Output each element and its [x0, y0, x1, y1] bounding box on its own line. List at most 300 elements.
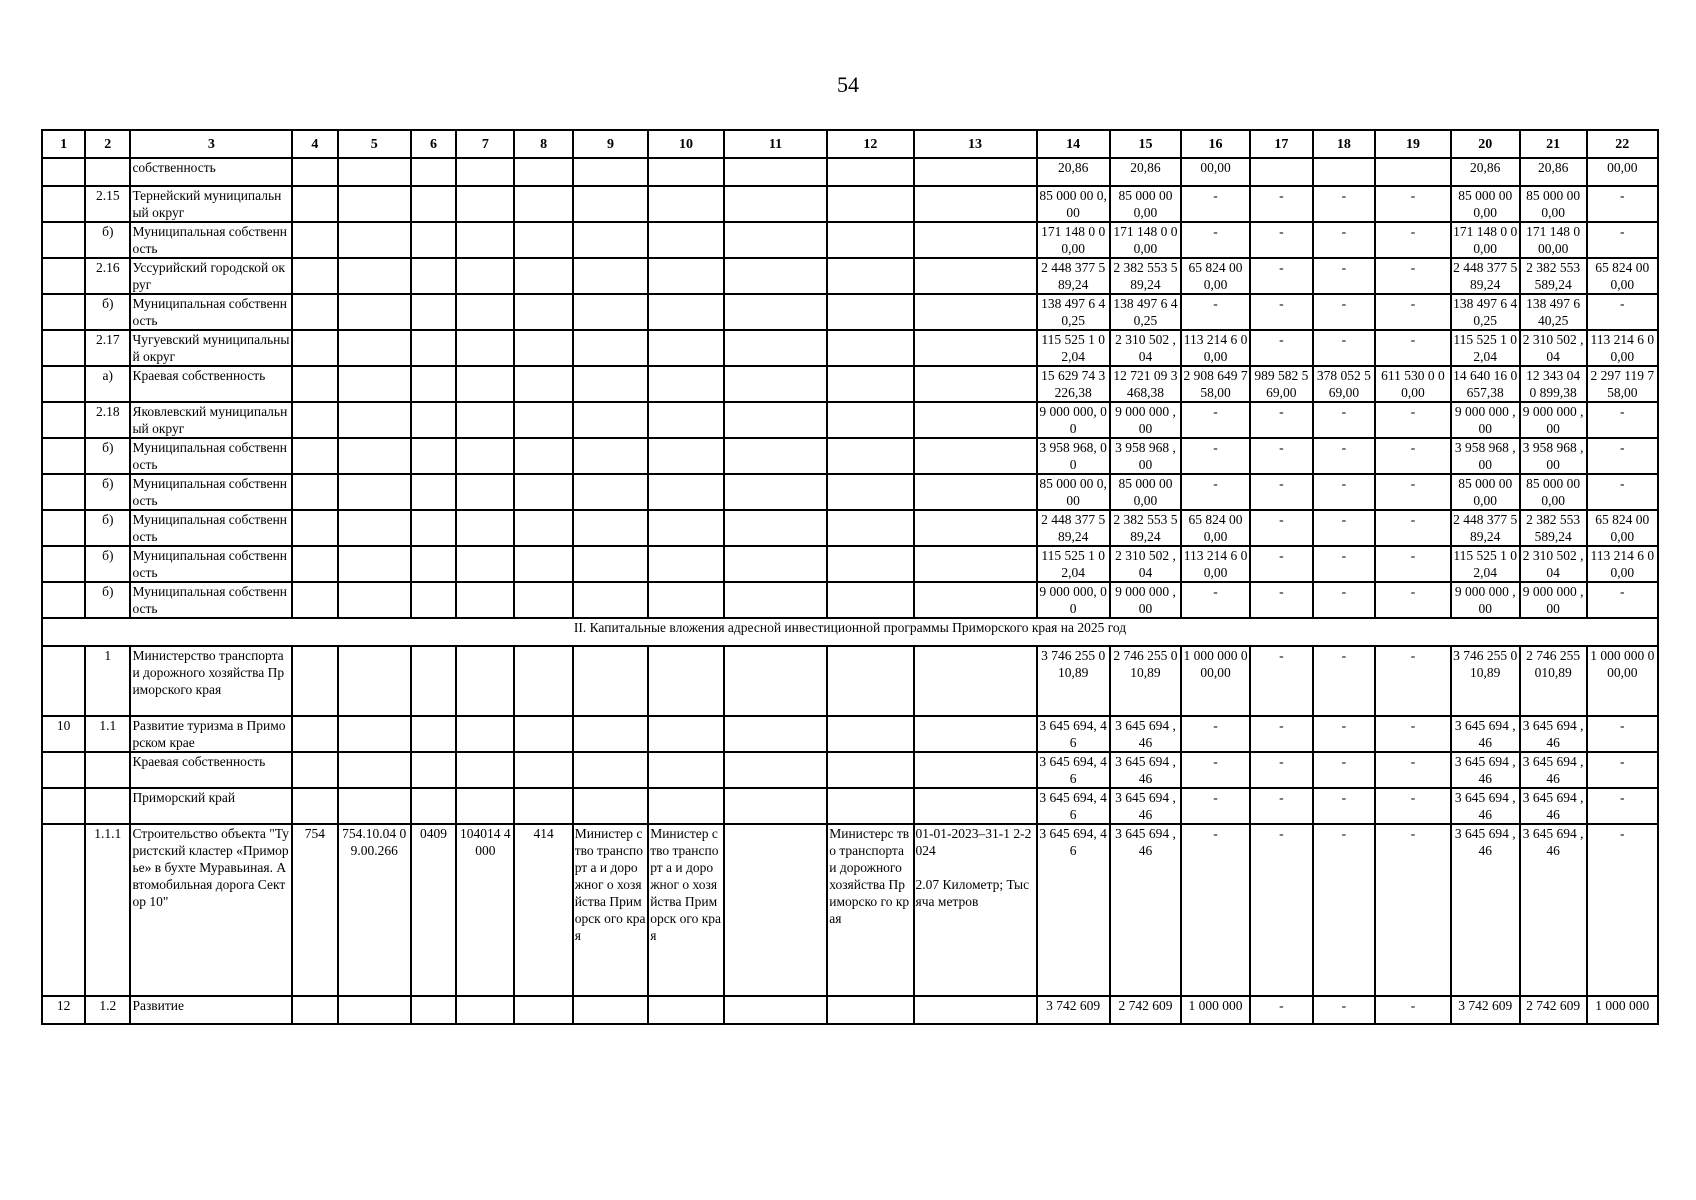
- table-cell: [411, 582, 456, 618]
- table-row: [42, 402, 1658, 438]
- table-cell: [914, 438, 1037, 474]
- table-cell: -: [1375, 582, 1451, 618]
- table-cell: 3 645 694 ,46: [1110, 752, 1181, 788]
- section-title: II. Капитальные вложения адресной инвестиционной программы Приморского края на 2025 год: [42, 618, 1658, 646]
- table-cell: -: [1250, 824, 1313, 996]
- table-cell: [648, 402, 724, 438]
- table-cell: [914, 330, 1037, 366]
- table-cell: -: [1587, 294, 1658, 330]
- table-cell: -: [1313, 824, 1376, 996]
- table-cell: 85 000 00 0,00: [1037, 474, 1110, 510]
- table-cell: [456, 366, 514, 402]
- table-cell: [514, 258, 572, 294]
- table-cell: [648, 646, 724, 716]
- table-cell: [914, 294, 1037, 330]
- table-cell: [514, 222, 572, 258]
- table-cell: [292, 752, 337, 788]
- table-cell: -: [1313, 996, 1376, 1024]
- table-cell: Муниципальная собственность: [130, 582, 292, 618]
- table-cell: [42, 402, 85, 438]
- table-cell: [456, 716, 514, 752]
- table-cell: [338, 510, 411, 546]
- table-cell: [827, 186, 913, 222]
- table-cell: 65 824 00 0,00: [1587, 258, 1658, 294]
- table-cell: [914, 258, 1037, 294]
- table-cell: 1 000 000 000,00: [1587, 646, 1658, 716]
- table-cell: Министерство транспорта и дорожного хозяйства Приморского края: [130, 646, 292, 716]
- table-cell: 3 746 255 010,89: [1037, 646, 1110, 716]
- table-cell: [724, 582, 828, 618]
- table-cell: 3 958 968 ,00: [1520, 438, 1587, 474]
- table-cell: -: [1313, 510, 1376, 546]
- table-cell: [724, 186, 828, 222]
- table-cell: [724, 366, 828, 402]
- table-cell: 2.17: [85, 330, 130, 366]
- table-cell: [456, 474, 514, 510]
- table-cell: -: [1587, 788, 1658, 824]
- table-cell: [514, 752, 572, 788]
- table-cell: 2 310 502 ,04: [1110, 330, 1181, 366]
- table-row: [42, 222, 1658, 258]
- table-cell: 17: [1250, 130, 1313, 158]
- table-cell: [1313, 158, 1376, 186]
- table-row: [42, 330, 1658, 366]
- table-cell: 65 824 00 0,00: [1181, 510, 1250, 546]
- table-cell: 00,00: [1587, 158, 1658, 186]
- table-cell: [573, 474, 649, 510]
- header-row: [42, 130, 1658, 158]
- table-cell: -: [1313, 788, 1376, 824]
- table-cell: [914, 474, 1037, 510]
- table-cell: [514, 474, 572, 510]
- table-cell: 171 148 0 00,00: [1110, 222, 1181, 258]
- table-cell: [456, 788, 514, 824]
- table-row: [42, 158, 1658, 186]
- table-cell: [573, 996, 649, 1024]
- table-cell: 3 958 968 ,00: [1110, 438, 1181, 474]
- table-cell: 85 000 00 0,00: [1451, 474, 1520, 510]
- table-cell: -: [1250, 330, 1313, 366]
- table-cell: 12: [42, 996, 85, 1024]
- table-cell: [573, 716, 649, 752]
- table-cell: -: [1313, 294, 1376, 330]
- table-cell: [573, 788, 649, 824]
- table-cell: 138 497 6 40,25: [1520, 294, 1587, 330]
- table-cell: [648, 788, 724, 824]
- table-cell: 65 824 00 0,00: [1181, 258, 1250, 294]
- table-cell: 20: [1451, 130, 1520, 158]
- table-cell: 3 645 694 ,46: [1110, 824, 1181, 996]
- table-cell: -: [1181, 474, 1250, 510]
- table-cell: [85, 158, 130, 186]
- table-cell: [292, 716, 337, 752]
- table-cell: б): [85, 222, 130, 258]
- table-cell: 2: [85, 130, 130, 158]
- table-cell: 2 742 609: [1110, 996, 1181, 1024]
- table-cell: 171 148 0 00,00: [1451, 222, 1520, 258]
- table-cell: [42, 222, 85, 258]
- table-cell: 85 000 00 0,00: [1110, 474, 1181, 510]
- table-cell: 3 645 694 ,46: [1520, 788, 1587, 824]
- table-cell: -: [1181, 438, 1250, 474]
- table-row: [42, 546, 1658, 582]
- table-cell: -: [1313, 438, 1376, 474]
- table-cell: [914, 510, 1037, 546]
- table-cell: [456, 546, 514, 582]
- table-cell: [914, 366, 1037, 402]
- table-cell: 2 448 377 589,24: [1037, 510, 1110, 546]
- table-cell: 2 382 553 589,24: [1110, 510, 1181, 546]
- table-cell: [514, 716, 572, 752]
- table-cell: [914, 996, 1037, 1024]
- table-cell: -: [1587, 824, 1658, 996]
- table-cell: 10: [42, 716, 85, 752]
- table-cell: [456, 438, 514, 474]
- table-cell: [292, 546, 337, 582]
- table-cell: [42, 330, 85, 366]
- table-cell: [648, 366, 724, 402]
- table-cell: [411, 788, 456, 824]
- table-cell: [514, 546, 572, 582]
- table-cell: [411, 546, 456, 582]
- table-cell: [573, 510, 649, 546]
- table-cell: 989 582 569,00: [1250, 366, 1313, 402]
- table-cell: [338, 716, 411, 752]
- table-cell: [42, 582, 85, 618]
- table-cell: [42, 294, 85, 330]
- table-cell: [411, 330, 456, 366]
- table-cell: 3 645 694 ,46: [1451, 752, 1520, 788]
- table-cell: 104014 4000: [456, 824, 514, 996]
- table-cell: 5: [338, 130, 411, 158]
- table-cell: 2 742 609: [1520, 996, 1587, 1024]
- table-cell: 85 000 00 0,00: [1037, 186, 1110, 222]
- table-cell: 7: [456, 130, 514, 158]
- table-cell: 2 746 255 010,89: [1520, 646, 1587, 716]
- table-cell: -: [1587, 474, 1658, 510]
- table-cell: [456, 582, 514, 618]
- table-cell: [648, 222, 724, 258]
- table-cell: [456, 186, 514, 222]
- table-cell: 113 214 6 00,00: [1181, 330, 1250, 366]
- table-cell: [1375, 158, 1451, 186]
- table-cell: -: [1313, 186, 1376, 222]
- table-cell: б): [85, 510, 130, 546]
- table-cell: [573, 294, 649, 330]
- table-cell: -: [1375, 546, 1451, 582]
- table-cell: 611 530 0 00,00: [1375, 366, 1451, 402]
- table-cell: [724, 510, 828, 546]
- table-cell: [514, 996, 572, 1024]
- table-cell: 2 448 377 589,24: [1451, 258, 1520, 294]
- table-cell: [827, 716, 913, 752]
- table-cell: [827, 996, 913, 1024]
- table-cell: Тернейский муниципальный округ: [130, 186, 292, 222]
- table-cell: [514, 788, 572, 824]
- table-cell: [724, 402, 828, 438]
- table-cell: [85, 788, 130, 824]
- table-cell: 3 958 968, 00: [1037, 438, 1110, 474]
- table-cell: [724, 294, 828, 330]
- table-cell: [827, 330, 913, 366]
- table-cell: б): [85, 294, 130, 330]
- table-cell: [573, 366, 649, 402]
- table-cell: 9 000 000 ,00: [1110, 402, 1181, 438]
- table-cell: -: [1313, 474, 1376, 510]
- table-cell: [827, 438, 913, 474]
- table-cell: Муниципальная собственность: [130, 474, 292, 510]
- table-cell: -: [1250, 402, 1313, 438]
- table-cell: [914, 546, 1037, 582]
- table-cell: [292, 294, 337, 330]
- table-cell: [338, 546, 411, 582]
- table-row: [42, 510, 1658, 546]
- table-cell: -: [1250, 222, 1313, 258]
- table-cell: [724, 716, 828, 752]
- table-cell: [724, 438, 828, 474]
- table-cell: [411, 510, 456, 546]
- table-cell: [914, 752, 1037, 788]
- table-cell: 3 645 694, 46: [1037, 716, 1110, 752]
- table-cell: -: [1313, 716, 1376, 752]
- table-cell: 138 497 6 40,25: [1037, 294, 1110, 330]
- table-cell: [411, 402, 456, 438]
- table-cell: -: [1313, 222, 1376, 258]
- table-cell: -: [1375, 294, 1451, 330]
- table-cell: [648, 158, 724, 186]
- table-cell: [42, 824, 85, 996]
- table-cell: 85 000 00 0,00: [1110, 186, 1181, 222]
- table-cell: [42, 752, 85, 788]
- table-cell: 3 645 694 ,46: [1110, 716, 1181, 752]
- table-cell: 65 824 00 0,00: [1587, 510, 1658, 546]
- table-cell: [338, 294, 411, 330]
- table-cell: [514, 294, 572, 330]
- table-cell: [514, 186, 572, 222]
- table-cell: [648, 186, 724, 222]
- table-cell: [827, 158, 913, 186]
- table-cell: [42, 474, 85, 510]
- table-cell: [292, 258, 337, 294]
- table-cell: [573, 222, 649, 258]
- table-cell: 378 052 569,00: [1313, 366, 1376, 402]
- table-row: [42, 646, 1658, 716]
- table-cell: 3 742 609: [1037, 996, 1110, 1024]
- table-cell: [827, 222, 913, 258]
- table-cell: 3 645 694 ,46: [1110, 788, 1181, 824]
- table-cell: -: [1587, 752, 1658, 788]
- table-cell: [648, 752, 724, 788]
- table-cell: б): [85, 546, 130, 582]
- table-cell: -: [1375, 752, 1451, 788]
- table-cell: [292, 438, 337, 474]
- table-cell: 3: [130, 130, 292, 158]
- table-cell: [42, 158, 85, 186]
- table-cell: 2 310 502 ,04: [1520, 546, 1587, 582]
- table-cell: [827, 752, 913, 788]
- table-cell: 19: [1375, 130, 1451, 158]
- table-cell: Развитие туризма в Приморском крае: [130, 716, 292, 752]
- table-cell: [42, 646, 85, 716]
- table-cell: -: [1181, 716, 1250, 752]
- table-cell: -: [1250, 582, 1313, 618]
- table-cell: Краевая собственность: [130, 752, 292, 788]
- table-cell: [573, 402, 649, 438]
- table-cell: [456, 258, 514, 294]
- table-cell: -: [1250, 510, 1313, 546]
- table-cell: 3 746 255 010,89: [1451, 646, 1520, 716]
- table-cell: 01-01-2023–31-1 2-2024 2.07 Километр; Тысяча метров: [914, 824, 1037, 996]
- table-cell: -: [1375, 646, 1451, 716]
- table-cell: [827, 582, 913, 618]
- table-cell: [514, 510, 572, 546]
- table-cell: 2.18: [85, 402, 130, 438]
- table-cell: [573, 438, 649, 474]
- table-cell: 1 000 000: [1587, 996, 1658, 1024]
- table-cell: [292, 474, 337, 510]
- table-cell: [411, 294, 456, 330]
- table-cell: -: [1375, 258, 1451, 294]
- table-cell: 0409: [411, 824, 456, 996]
- table-cell: 754: [292, 824, 337, 996]
- table-cell: Уссурийский городской округ: [130, 258, 292, 294]
- table-cell: [292, 158, 337, 186]
- table-cell: 2 448 377 589,24: [1451, 510, 1520, 546]
- table-cell: -: [1181, 752, 1250, 788]
- table-cell: [42, 258, 85, 294]
- table-cell: Приморский край: [130, 788, 292, 824]
- table-cell: б): [85, 474, 130, 510]
- table-cell: -: [1181, 222, 1250, 258]
- table-cell: [456, 330, 514, 366]
- table-cell: [573, 752, 649, 788]
- table-cell: -: [1250, 294, 1313, 330]
- table-cell: 3 958 968 ,00: [1451, 438, 1520, 474]
- table-cell: [338, 402, 411, 438]
- table-cell: 754.10.04 09.00.266: [338, 824, 411, 996]
- table-cell: -: [1375, 330, 1451, 366]
- table-cell: [514, 582, 572, 618]
- table-cell: [827, 402, 913, 438]
- table-cell: [338, 366, 411, 402]
- table-cell: 3 645 694 ,46: [1520, 716, 1587, 752]
- table-cell: [85, 752, 130, 788]
- table-cell: 2 310 502 ,04: [1110, 546, 1181, 582]
- table-cell: [411, 366, 456, 402]
- table-cell: -: [1375, 510, 1451, 546]
- table-cell: -: [1313, 258, 1376, 294]
- table-cell: [411, 258, 456, 294]
- table-row: [42, 294, 1658, 330]
- table-cell: -: [1250, 996, 1313, 1024]
- table-cell: -: [1313, 752, 1376, 788]
- table-cell: [914, 582, 1037, 618]
- table-cell: [411, 186, 456, 222]
- table-cell: собственность: [130, 158, 292, 186]
- table-cell: 00,00: [1181, 158, 1250, 186]
- table-cell: 2 310 502 ,04: [1520, 330, 1587, 366]
- table-cell: [338, 646, 411, 716]
- table-cell: [338, 330, 411, 366]
- table-cell: 3 645 694, 46: [1037, 824, 1110, 996]
- table-cell: Министер ство транспорт а и дорожног о хозяйства Приморск ого края: [648, 824, 724, 996]
- table-cell: 20,86: [1110, 158, 1181, 186]
- table-cell: [724, 824, 828, 996]
- table-cell: -: [1250, 258, 1313, 294]
- table-cell: [648, 582, 724, 618]
- table-cell: Краевая собственность: [130, 366, 292, 402]
- table-row: [42, 258, 1658, 294]
- table-cell: -: [1313, 582, 1376, 618]
- table-cell: [648, 996, 724, 1024]
- table-cell: 138 497 6 40,25: [1110, 294, 1181, 330]
- table-cell: 3 645 694, 46: [1037, 788, 1110, 824]
- table-cell: [456, 158, 514, 186]
- table-cell: -: [1375, 402, 1451, 438]
- table-cell: 1 000 000 000,00: [1181, 646, 1250, 716]
- table-cell: 85 000 00 0,00: [1451, 186, 1520, 222]
- table-cell: -: [1587, 582, 1658, 618]
- table-cell: -: [1181, 582, 1250, 618]
- table-cell: [292, 582, 337, 618]
- table-cell: -: [1375, 186, 1451, 222]
- table-cell: [411, 438, 456, 474]
- budget-table: [41, 129, 1659, 1025]
- table-cell: -: [1375, 716, 1451, 752]
- table-cell: -: [1181, 294, 1250, 330]
- table-cell: [648, 438, 724, 474]
- table-cell: [648, 510, 724, 546]
- table-cell: [338, 186, 411, 222]
- table-cell: -: [1250, 438, 1313, 474]
- table-cell: [411, 222, 456, 258]
- table-cell: -: [1587, 402, 1658, 438]
- table-cell: [514, 158, 572, 186]
- table-cell: [292, 510, 337, 546]
- table-cell: -: [1587, 438, 1658, 474]
- table-cell: [338, 222, 411, 258]
- table-cell: [573, 158, 649, 186]
- table-cell: 12: [827, 130, 913, 158]
- table-cell: Муниципальная собственность: [130, 438, 292, 474]
- table-cell: [411, 158, 456, 186]
- table-cell: [914, 222, 1037, 258]
- table-cell: [411, 752, 456, 788]
- table-cell: б): [85, 582, 130, 618]
- table-cell: 414: [514, 824, 572, 996]
- table-cell: 1.2: [85, 996, 130, 1024]
- table-cell: [914, 716, 1037, 752]
- table-cell: -: [1250, 752, 1313, 788]
- table-cell: -: [1181, 824, 1250, 996]
- table-cell: 9 000 000 ,00: [1451, 402, 1520, 438]
- table-cell: -: [1375, 222, 1451, 258]
- table-cell: [648, 474, 724, 510]
- table-cell: 20,86: [1037, 158, 1110, 186]
- table-cell: -: [1587, 716, 1658, 752]
- table-cell: Развитие: [130, 996, 292, 1024]
- table-cell: 85 000 00 0,00: [1520, 474, 1587, 510]
- table-cell: [42, 186, 85, 222]
- table-cell: [648, 546, 724, 582]
- table-cell: 2.15: [85, 186, 130, 222]
- table-cell: 138 497 6 40,25: [1451, 294, 1520, 330]
- table-cell: -: [1250, 788, 1313, 824]
- table-cell: [914, 788, 1037, 824]
- table-cell: 3 645 694, 46: [1037, 752, 1110, 788]
- table-cell: -: [1250, 646, 1313, 716]
- table-cell: [514, 366, 572, 402]
